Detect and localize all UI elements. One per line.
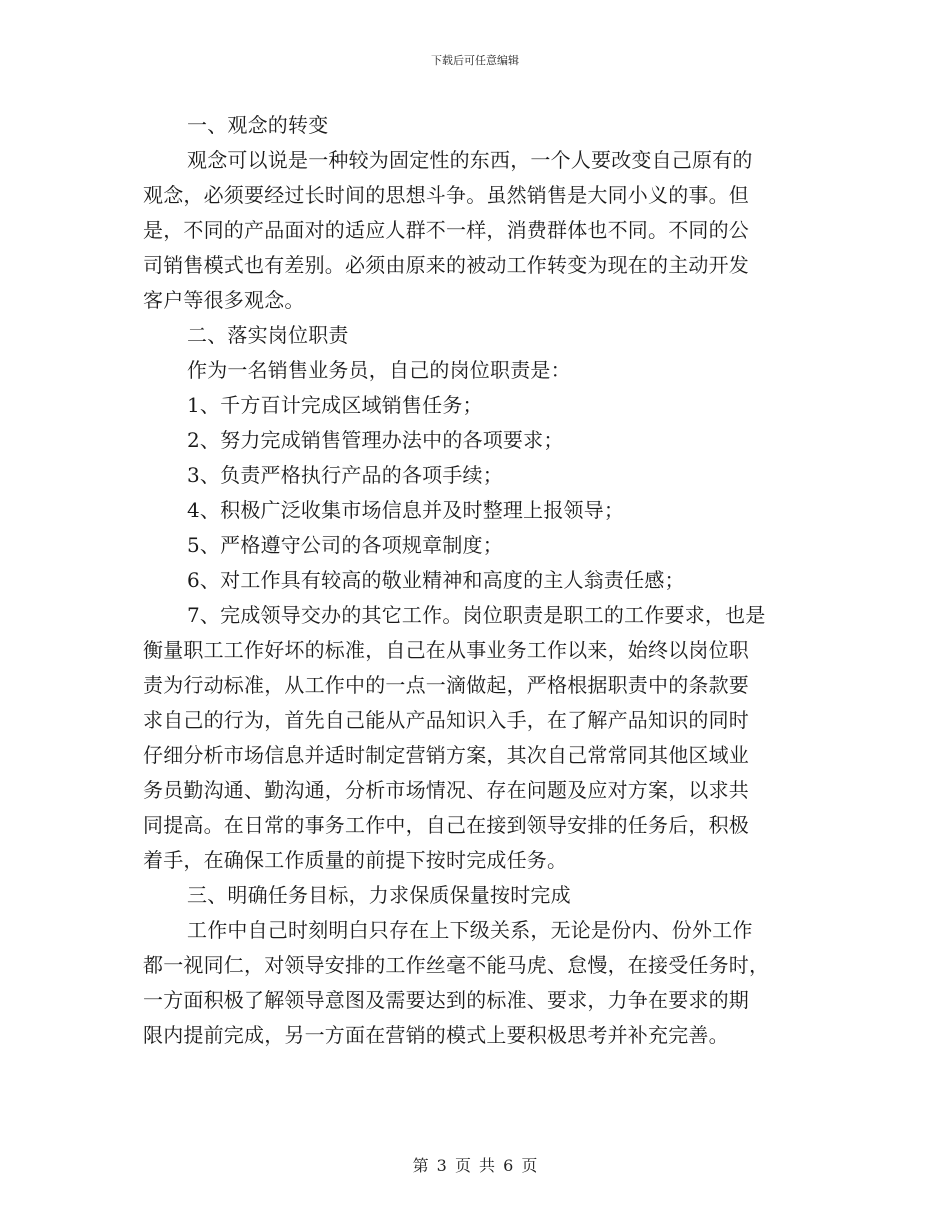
text-line: 同提高。在日常的事务工作中，自己在接到领导安排的任务后，积极 xyxy=(143,813,749,837)
text-line: 责为行动标准，从工作中的一点一滴做起，严格根据职责中的条款要 xyxy=(143,673,749,697)
text-line: 一、观念的转变 xyxy=(187,113,329,137)
text-line: 求自己的行为，首先自己能从产品知识入手，在了解产品知识的同时 xyxy=(143,708,749,732)
document-body xyxy=(143,108,807,1053)
text-line: 观念可以说是一种较为固定性的东西，一个人要改变自己原有的 xyxy=(187,148,753,172)
text-line: 5、严格遵守公司的各项规章制度； xyxy=(187,533,503,557)
text-line: 都一视同仁，对领导安排的工作丝毫不能马虎、怠慢，在接受任务时， xyxy=(143,953,770,977)
text-line: 司销售模式也有差别。必须由原来的被动工作转变为现在的主动开发 xyxy=(143,253,749,277)
text-line: 衡量职工工作好坏的标准，自己在从事业务工作以来，始终以岗位职 xyxy=(143,638,749,662)
text-line: 1、千方百计完成区域销售任务； xyxy=(187,393,483,417)
text-line: 2、努力完成销售管理办法中的各项要求； xyxy=(187,428,564,452)
text-line: 限内提前完成，另一方面在营销的模式上要积极思考并补充完善。 xyxy=(143,1023,729,1047)
page-header: 下载后可任意编辑 xyxy=(431,54,519,67)
text-line: 务员勤沟通、勤沟通，分析市场情况、存在问题及应对方案，以求共 xyxy=(143,778,749,802)
text-line: 客户等很多观念。 xyxy=(143,288,305,312)
text-line: 作为一名销售业务员，自己的岗位职责是： xyxy=(187,358,571,382)
text-line: 是，不同的产品面对的适应人群不一样，消费群体也不同。不同的公 xyxy=(143,218,749,242)
text-line: 观念，必须要经过长时间的思想斗争。虽然销售是大同小义的事。但 xyxy=(143,183,749,207)
text-line: 6、对工作具有较高的敬业精神和高度的主人翁责任感； xyxy=(187,568,685,592)
text-line: 二、落实岗位职责 xyxy=(187,323,349,347)
text-line: 7、完成领导交办的其它工作。岗位职责是职工的工作要求，也是 xyxy=(187,603,766,627)
page-footer: 第 3 页 共 6 页 xyxy=(412,1156,538,1175)
text-line: 4、积极广泛收集市场信息并及时整理上报领导； xyxy=(187,498,625,522)
text-line: 仔细分析市场信息并适时制定营销方案，其次自己常常同其他区域业 xyxy=(143,743,749,767)
text-line: 3、负责严格执行产品的各项手续； xyxy=(187,463,503,487)
text-line: 工作中自己时刻明白只存在上下级关系，无论是份内、份外工作 xyxy=(187,918,753,942)
text-line: 一方面积极了解领导意图及需要达到的标准、要求，力争在要求的期 xyxy=(143,988,749,1012)
text-line: 着手，在确保工作质量的前提下按时完成任务。 xyxy=(143,848,568,872)
text-line: 三、明确任务目标，力求保质保量按时完成 xyxy=(187,883,571,907)
